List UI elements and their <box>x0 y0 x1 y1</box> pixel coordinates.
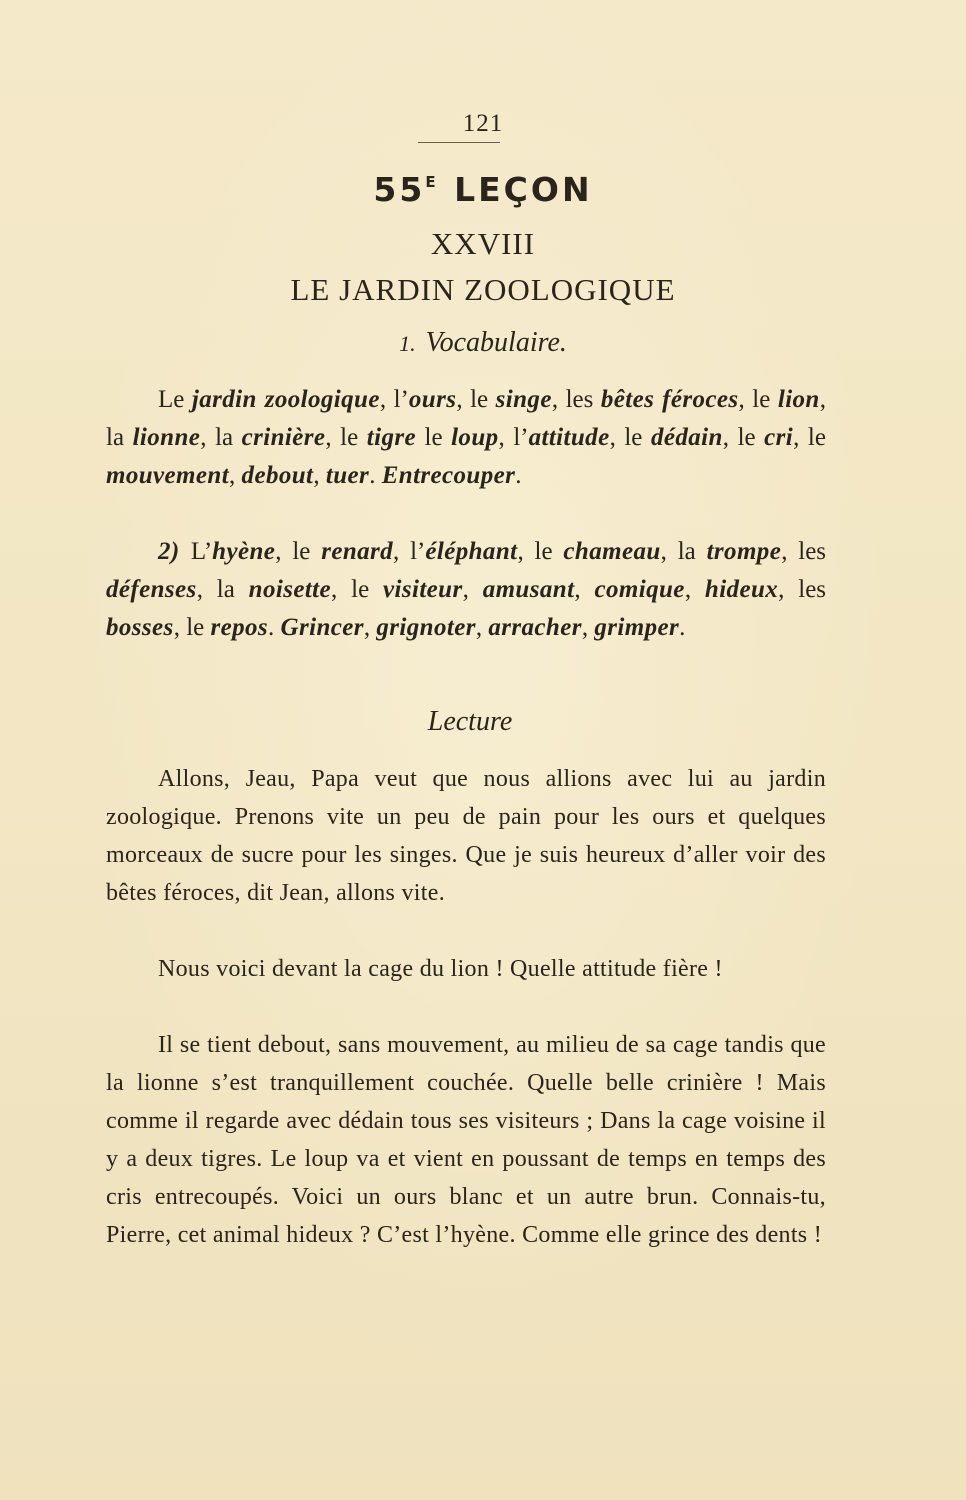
vocabulary-word: bêtes féroces <box>600 386 739 413</box>
lesson-word: LEÇON <box>454 170 593 209</box>
chapter-title: LE JARDIN ZOOLOGIQUE <box>290 272 676 307</box>
lesson-suffix: E <box>425 173 436 191</box>
vocabulary-connector: , <box>313 462 326 489</box>
lesson-title <box>0 170 966 209</box>
lesson-number: 55 <box>373 170 426 209</box>
vocabulary-word: chameau <box>563 538 661 565</box>
vocabulary-connector: . <box>679 614 686 641</box>
vocabulary-word: debout <box>241 462 314 489</box>
vocabulary-connector: , le <box>325 424 367 451</box>
vocabulary-connector: L’ <box>190 538 213 565</box>
vocabulary-word: noisette <box>248 576 332 603</box>
chapter-roman-numeral: XXVIII <box>430 226 536 261</box>
vocabulary-connector: , le <box>275 538 322 565</box>
vocabulary-word: visiteur <box>383 576 463 603</box>
vocabulary-connector: , le <box>331 576 383 603</box>
vocabulary-word: tigre <box>366 424 416 451</box>
vocabulary-connector: Le <box>158 386 192 413</box>
vocabulary-word: hideux <box>704 576 779 603</box>
vocabulary-connector: , le <box>173 614 211 641</box>
vocabulary-connector: , l’ <box>498 424 529 451</box>
vocabulary-connector: , le <box>609 424 651 451</box>
vocabulary-connector: , le <box>722 424 765 451</box>
vocabulary-connector: , les <box>551 386 601 413</box>
vocabulary-connector: , la <box>660 538 707 565</box>
vocabulary-word: ours <box>408 386 457 413</box>
vocabulary-paragraph-2 <box>106 533 826 647</box>
vocabulary-word: éléphant <box>425 538 518 565</box>
vocabulary-word: dédain <box>650 424 723 451</box>
vocabulary-connector: , le <box>517 538 564 565</box>
reading-paragraph-2: Nous voici devant la cage du lion ! Quelle attitude fière ! <box>158 956 723 982</box>
vocabulary-word: 2) <box>158 538 191 565</box>
vocabulary-connector: , <box>574 576 595 603</box>
vocabulary-word: Grincer <box>280 614 364 641</box>
vocabulary-connector: , la <box>196 576 249 603</box>
vocabulary-word: lionne <box>132 424 201 451</box>
vocabulary-word: comique <box>594 576 685 603</box>
vocabulary-word: arracher <box>488 614 582 641</box>
vocabulary-connector: , le <box>793 424 826 451</box>
vocabulary-word: trompe <box>706 538 782 565</box>
vocabulary-word: renard <box>321 538 394 565</box>
vocabulary-word: amusant <box>482 576 575 603</box>
vocabulary-word: grimper <box>594 614 680 641</box>
vocabulary-connector: , le <box>738 386 778 413</box>
reading-heading: Lecture <box>427 706 513 737</box>
vocabulary-connector: , l’ <box>379 386 409 413</box>
vocabulary-word: grignoter <box>376 614 476 641</box>
vocabulary-heading-number: 1. <box>399 331 416 356</box>
vocabulary-connector: , <box>229 462 242 489</box>
reading-paragraph-1: Allons, Jeau, Papa veut que nous allions avec lui au jardin zoologique. Prenons vite un peu de pain pour les ours et quelques morceaux de sucre pour les singes. Que je suis heureux d’aller voir des bêtes féroces, dit Jean, allons vite. <box>106 766 826 906</box>
vocabulary-word: bosses <box>106 614 174 641</box>
page-number-rule <box>418 142 500 143</box>
vocabulary-connector: , les <box>781 538 827 565</box>
vocabulary-word: jardin zoologique <box>191 386 380 413</box>
vocabulary-connector: , la <box>106 386 826 451</box>
vocabulary-connector: , <box>475 614 489 641</box>
page-number: 121 <box>462 110 504 137</box>
vocabulary-connector: . <box>369 462 382 489</box>
vocabulary-heading <box>0 327 966 359</box>
vocabulary-connector: , <box>581 614 595 641</box>
vocabulary-word: Entrecouper <box>381 462 516 489</box>
vocabulary-connector: . <box>515 462 522 489</box>
vocabulary-word: attitude <box>528 424 610 451</box>
vocabulary-connector: , l’ <box>393 538 426 565</box>
vocabulary-paragraph-1 <box>106 381 826 495</box>
vocabulary-connector: , les <box>778 576 827 603</box>
vocabulary-heading-text: Vocabulaire. <box>425 327 567 358</box>
vocabulary-connector: , le <box>456 386 496 413</box>
vocabulary-word: lion <box>777 386 820 413</box>
vocabulary-word: loup <box>451 424 499 451</box>
vocabulary-word: mouvement <box>106 462 230 489</box>
vocabulary-connector: , <box>363 614 377 641</box>
vocabulary-word: crinière <box>241 424 326 451</box>
vocabulary-word: défenses <box>106 576 197 603</box>
reading-paragraph-3: Il se tient debout, sans mouvement, au milieu de sa cage tandis que la lionne s’est tranquillement couchée. Quelle belle crinière ! Mais comme il regarde avec dédain tous ses visiteurs ; Dans la cage voisine il y a deux tigres. Le loup va et vient en poussant de temps en temps des cris entrecoupés. Voici un ours blanc et un autre brun. Connais-tu, Pierre, cet animal hideux ? C’est l’hyène. Comme elle grince des dents ! <box>106 1032 826 1248</box>
vocabulary-word: hyène <box>212 538 276 565</box>
vocabulary-connector: , <box>462 576 483 603</box>
vocabulary-connector: le <box>415 424 452 451</box>
vocabulary-word: cri <box>764 424 794 451</box>
vocabulary-word: repos <box>210 614 269 641</box>
vocabulary-connector: , <box>684 576 705 603</box>
vocabulary-connector: , la <box>200 424 242 451</box>
vocabulary-word: singe <box>495 386 552 413</box>
vocabulary-word: tuer <box>325 462 370 489</box>
vocabulary-connector: . <box>268 614 281 641</box>
